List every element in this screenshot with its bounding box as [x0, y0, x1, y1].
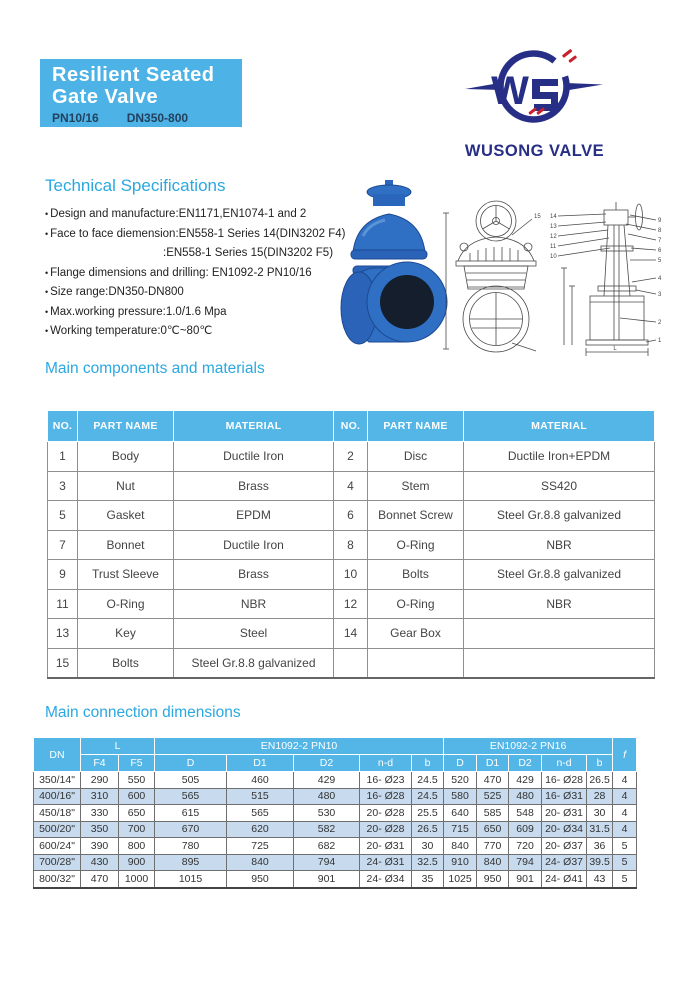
dim-cell: 4 — [613, 805, 637, 822]
dim-cell: 25.5 — [412, 805, 444, 822]
components-cell: Steel Gr.8.8 galvanized — [464, 560, 655, 590]
size-range: DN350-800 — [126, 111, 189, 125]
part-label: 11 — [550, 244, 557, 250]
dim-cell: 20- Ø37 — [542, 838, 587, 855]
dim-cell: 5 — [613, 838, 637, 855]
components-cell: Steel Gr.8.8 galvanized — [464, 501, 655, 531]
part-label: 4 — [658, 276, 662, 282]
dim-cell: 480 — [294, 788, 360, 805]
components-row — [48, 560, 655, 590]
components-cell: 7 — [48, 530, 78, 560]
dim-cell: 16- Ø28 — [542, 772, 587, 789]
components-cell: Nut — [78, 471, 174, 501]
dim-subheader-row — [34, 755, 637, 772]
dim-subheader-cell: D — [444, 755, 477, 772]
dim-cell: 548 — [509, 805, 542, 822]
section-part-labels-right — [620, 215, 662, 344]
bullet-icon: • — [45, 306, 49, 317]
spec-text: Design and manufacture:EN1171,EN1074-1 and 2 — [50, 208, 307, 220]
dim-cell: 4 — [613, 821, 637, 838]
components-header-cell: MATERIAL — [464, 411, 655, 442]
components-row — [48, 530, 655, 560]
dim-cell: 600 — [119, 788, 155, 805]
dim-cell: 650 — [119, 805, 155, 822]
dim-cell: 840 — [444, 838, 477, 855]
part-label: 13 — [550, 224, 557, 230]
dim-cell: 500/20" — [34, 821, 81, 838]
dim-cell: 565 — [227, 805, 294, 822]
components-cell: SS420 — [464, 471, 655, 501]
components-cell: Ductile Iron — [174, 442, 334, 472]
dim-cell: 670 — [155, 821, 227, 838]
dim-header-pn16: EN1092-2 PN16 — [444, 738, 613, 755]
dim-cell: 24.5 — [412, 772, 444, 789]
dim-cell: 429 — [509, 772, 542, 789]
logo-mark-icon — [462, 44, 607, 136]
part-label-15: 15 — [534, 214, 541, 220]
components-cell: 9 — [48, 560, 78, 590]
dim-cell: 901 — [509, 871, 542, 888]
components-header-cell: NO. — [48, 411, 78, 442]
dim-cell: 430 — [81, 854, 119, 871]
dim-cell: 35 — [412, 871, 444, 888]
spec-line — [45, 283, 345, 303]
components-cell — [334, 648, 368, 678]
dim-cell: 840 — [477, 854, 509, 871]
components-row — [48, 501, 655, 531]
dim-cell: 780 — [155, 838, 227, 855]
dim-cell: 770 — [477, 838, 509, 855]
spec-text: Face to face diemension:EN558-1 Series 14(DIN3202 F4) — [50, 227, 346, 240]
valve-front-drawing — [438, 197, 550, 355]
components-cell: Bonnet Screw — [368, 501, 464, 531]
dim-subheader-cell: n-d — [542, 755, 587, 772]
dim-cell: 28 — [587, 788, 613, 805]
part-label: 9 — [658, 218, 662, 224]
product-title-box — [40, 59, 242, 127]
dim-cell: 585 — [477, 805, 509, 822]
dim-cell: 16- Ø23 — [360, 772, 412, 789]
dim-label-L: L — [613, 346, 617, 352]
spec-line — [45, 225, 345, 245]
part-label: 6 — [658, 248, 662, 254]
dim-subheader-cell: D — [155, 755, 227, 772]
dim-cell: 640 — [444, 805, 477, 822]
dim-cell: 950 — [227, 871, 294, 888]
dim-cell: 43 — [587, 871, 613, 888]
company-logo — [462, 44, 607, 161]
spec-line — [45, 264, 345, 284]
components-cell: Brass — [174, 471, 334, 501]
dim-cell: 794 — [509, 854, 542, 871]
dim-row — [34, 838, 637, 855]
dim-cell: 515 — [227, 788, 294, 805]
section-heading-dimensions: Main connection dimensions — [45, 704, 241, 721]
spec-text: Max.working pressure:1.0/1.6 Mpa — [50, 305, 227, 318]
dim-row — [34, 788, 637, 805]
dim-cell: 650 — [477, 821, 509, 838]
part-label: 1 — [658, 338, 662, 344]
part-label: 8 — [658, 228, 662, 234]
part-label: 5 — [658, 258, 662, 264]
part-label: 7 — [658, 238, 662, 244]
dim-cell: 800/32" — [34, 871, 81, 888]
components-header-row — [48, 411, 655, 442]
components-row — [48, 471, 655, 501]
dim-cell: 582 — [294, 821, 360, 838]
dim-cell: 16- Ø28 — [360, 788, 412, 805]
components-cell: Disc — [368, 442, 464, 472]
components-cell: 12 — [334, 589, 368, 619]
components-row — [48, 619, 655, 649]
dim-cell: 26.5 — [587, 772, 613, 789]
spec-text: Flange dimensions and drilling: EN1092-2 PN10/16 — [50, 266, 312, 279]
dim-subheader-cell: F5 — [119, 755, 155, 772]
dim-cell: 615 — [155, 805, 227, 822]
dim-cell: 4 — [613, 772, 637, 789]
components-cell: O-Ring — [368, 530, 464, 560]
dim-header-l: L — [81, 738, 155, 755]
part-label: 2 — [658, 320, 662, 326]
components-header-cell: PART NAME — [78, 411, 174, 442]
dim-cell: 600/24" — [34, 838, 81, 855]
part-label: 14 — [550, 214, 557, 220]
components-cell: Body — [78, 442, 174, 472]
dim-cell: 609 — [509, 821, 542, 838]
components-header-cell: NO. — [334, 411, 368, 442]
bullet-icon: • — [45, 287, 49, 297]
dim-cell: 1000 — [119, 871, 155, 888]
components-cell: NBR — [464, 530, 655, 560]
bullet-icon: • — [45, 267, 49, 278]
dim-cell: 30 — [412, 838, 444, 855]
components-cell: Stem — [368, 471, 464, 501]
dim-cell: 450/18" — [34, 805, 81, 822]
components-cell: 14 — [334, 619, 368, 649]
components-cell: 4 — [334, 471, 368, 501]
section-heading-specs: Technical Specifications — [45, 176, 226, 195]
dim-cell: 24- Ø41 — [542, 871, 587, 888]
components-cell: EPDM — [174, 501, 334, 531]
dim-cell: 24- Ø37 — [542, 854, 587, 871]
components-cell: 15 — [48, 648, 78, 678]
components-cell: Steel Gr.8.8 galvanized — [174, 648, 334, 678]
dim-cell: 350/14" — [34, 772, 81, 789]
dim-cell: 460 — [227, 772, 294, 789]
spec-line — [45, 322, 345, 342]
valve-photo — [333, 176, 448, 352]
components-header-cell: PART NAME — [368, 411, 464, 442]
dim-subheader-cell: b — [412, 755, 444, 772]
dim-cell: 470 — [81, 871, 119, 888]
components-table — [47, 410, 655, 679]
dim-header-pn10: EN1092-2 PN10 — [155, 738, 444, 755]
section-heading-components: Main components and materials — [45, 360, 265, 377]
dim-cell: 26.5 — [412, 821, 444, 838]
components-cell — [464, 619, 655, 649]
dim-cell: 700 — [119, 821, 155, 838]
dim-subheader-cell: D2 — [294, 755, 360, 772]
components-cell: Bonnet — [78, 530, 174, 560]
components-cell: Gear Box — [368, 619, 464, 649]
dim-cell: 725 — [227, 838, 294, 855]
components-cell: O-Ring — [78, 589, 174, 619]
part-label: 10 — [550, 254, 557, 260]
dim-cell: 330 — [81, 805, 119, 822]
dim-cell: 36 — [587, 838, 613, 855]
dim-group-header-row — [34, 738, 637, 755]
dim-cell: 620 — [227, 821, 294, 838]
dim-row — [34, 854, 637, 871]
dim-cell: 480 — [509, 788, 542, 805]
dim-cell: 910 — [444, 854, 477, 871]
components-cell: 11 — [48, 589, 78, 619]
dim-cell: 715 — [444, 821, 477, 838]
components-cell: 13 — [48, 619, 78, 649]
components-cell: Ductile Iron+EPDM — [464, 442, 655, 472]
spec-text: :EN558-1 Series 15(DIN3202 F5) — [163, 247, 334, 259]
dim-cell: 24- Ø34 — [360, 871, 412, 888]
components-row — [48, 648, 655, 678]
dim-header-f: f — [613, 738, 637, 772]
dim-cell: 470 — [477, 772, 509, 789]
dim-subheader-cell: D2 — [509, 755, 542, 772]
dim-cell: 20- Ø28 — [360, 805, 412, 822]
logo-monogram: W — [491, 69, 529, 113]
dim-subheader-cell: D1 — [477, 755, 509, 772]
spec-text: Working temperature:0℃~80℃ — [50, 325, 213, 337]
section-part-labels-left — [550, 214, 610, 260]
dim-cell: 429 — [294, 772, 360, 789]
components-cell — [368, 648, 464, 678]
components-cell: 3 — [48, 471, 78, 501]
specs-list — [45, 205, 345, 342]
components-header-cell: MATERIAL — [174, 411, 334, 442]
dim-cell: 5 — [613, 871, 637, 888]
components-row — [48, 589, 655, 619]
dim-cell: 20- Ø34 — [542, 821, 587, 838]
dim-cell: 682 — [294, 838, 360, 855]
dim-subheader-cell: D1 — [227, 755, 294, 772]
components-cell — [464, 648, 655, 678]
dim-cell: 5 — [613, 854, 637, 871]
dim-cell: 20- Ø31 — [360, 838, 412, 855]
dim-row — [34, 821, 637, 838]
dim-cell: 350 — [81, 821, 119, 838]
dim-cell: 310 — [81, 788, 119, 805]
bullet-icon: • — [45, 209, 49, 219]
pressure-rating: PN10/16 — [52, 111, 99, 125]
spec-line — [163, 244, 345, 264]
dim-cell: 565 — [155, 788, 227, 805]
components-cell: Brass — [174, 560, 334, 590]
dim-cell: 950 — [477, 871, 509, 888]
components-cell: 6 — [334, 501, 368, 531]
dim-cell: 20- Ø31 — [542, 805, 587, 822]
dim-cell: 580 — [444, 788, 477, 805]
components-cell: O-Ring — [368, 589, 464, 619]
dim-cell: 39.5 — [587, 854, 613, 871]
dim-cell: 1015 — [155, 871, 227, 888]
components-cell: Steel — [174, 619, 334, 649]
dim-cell: 24.5 — [412, 788, 444, 805]
dim-cell: 505 — [155, 772, 227, 789]
components-cell: Ductile Iron — [174, 530, 334, 560]
dimensions-table — [33, 737, 637, 889]
components-cell: 5 — [48, 501, 78, 531]
dim-cell: 20- Ø28 — [360, 821, 412, 838]
dim-cell: 525 — [477, 788, 509, 805]
product-subtitle — [52, 111, 242, 125]
dim-cell: 4 — [613, 788, 637, 805]
components-cell: Bolts — [368, 560, 464, 590]
dim-header-dn: DN — [34, 738, 81, 772]
dim-cell: 16- Ø31 — [542, 788, 587, 805]
product-title-line2: Gate Valve — [52, 86, 159, 108]
dim-cell: 520 — [444, 772, 477, 789]
components-cell: Key — [78, 619, 174, 649]
bullet-icon: • — [45, 326, 49, 336]
product-title-line1: Resilient Seated — [52, 64, 215, 86]
logo-s-glyph — [532, 79, 558, 111]
dim-cell: 30 — [587, 805, 613, 822]
components-cell: 8 — [334, 530, 368, 560]
dim-cell: 390 — [81, 838, 119, 855]
spec-text: Size range:DN350-DN800 — [50, 286, 184, 298]
dim-cell: 700/28" — [34, 854, 81, 871]
components-cell: Trust Sleeve — [78, 560, 174, 590]
dim-cell: 31.5 — [587, 821, 613, 838]
bullet-icon: • — [45, 228, 49, 239]
dim-row — [34, 805, 637, 822]
part-label: 12 — [550, 234, 557, 240]
components-row — [48, 442, 655, 472]
dim-cell: 24- Ø31 — [360, 854, 412, 871]
dim-cell: 900 — [119, 854, 155, 871]
dim-row — [34, 772, 637, 789]
components-cell: 2 — [334, 442, 368, 472]
dim-cell: 530 — [294, 805, 360, 822]
components-cell: 1 — [48, 442, 78, 472]
part-label: 3 — [658, 292, 662, 298]
dim-cell: 840 — [227, 854, 294, 871]
valve-section-drawing — [546, 190, 666, 358]
dim-cell: 720 — [509, 838, 542, 855]
spec-line — [45, 205, 345, 225]
dim-cell: 32.5 — [412, 854, 444, 871]
dim-tbody — [34, 772, 637, 888]
dim-cell: 290 — [81, 772, 119, 789]
components-tbody — [48, 442, 655, 679]
components-cell: NBR — [464, 589, 655, 619]
components-cell: Gasket — [78, 501, 174, 531]
dim-row — [34, 871, 637, 888]
spec-line — [45, 303, 345, 323]
dim-cell: 895 — [155, 854, 227, 871]
dim-subheader-cell: n-d — [360, 755, 412, 772]
dim-subheader-cell: b — [587, 755, 613, 772]
dim-cell: 1025 — [444, 871, 477, 888]
dim-cell: 794 — [294, 854, 360, 871]
dim-cell: 800 — [119, 838, 155, 855]
dim-cell: 550 — [119, 772, 155, 789]
components-cell: NBR — [174, 589, 334, 619]
dim-subheader-cell: F4 — [81, 755, 119, 772]
dim-cell: 400/16" — [34, 788, 81, 805]
components-cell: 10 — [334, 560, 368, 590]
components-cell: Bolts — [78, 648, 174, 678]
dim-cell: 901 — [294, 871, 360, 888]
company-name: WUSONG VALVE — [464, 142, 605, 160]
